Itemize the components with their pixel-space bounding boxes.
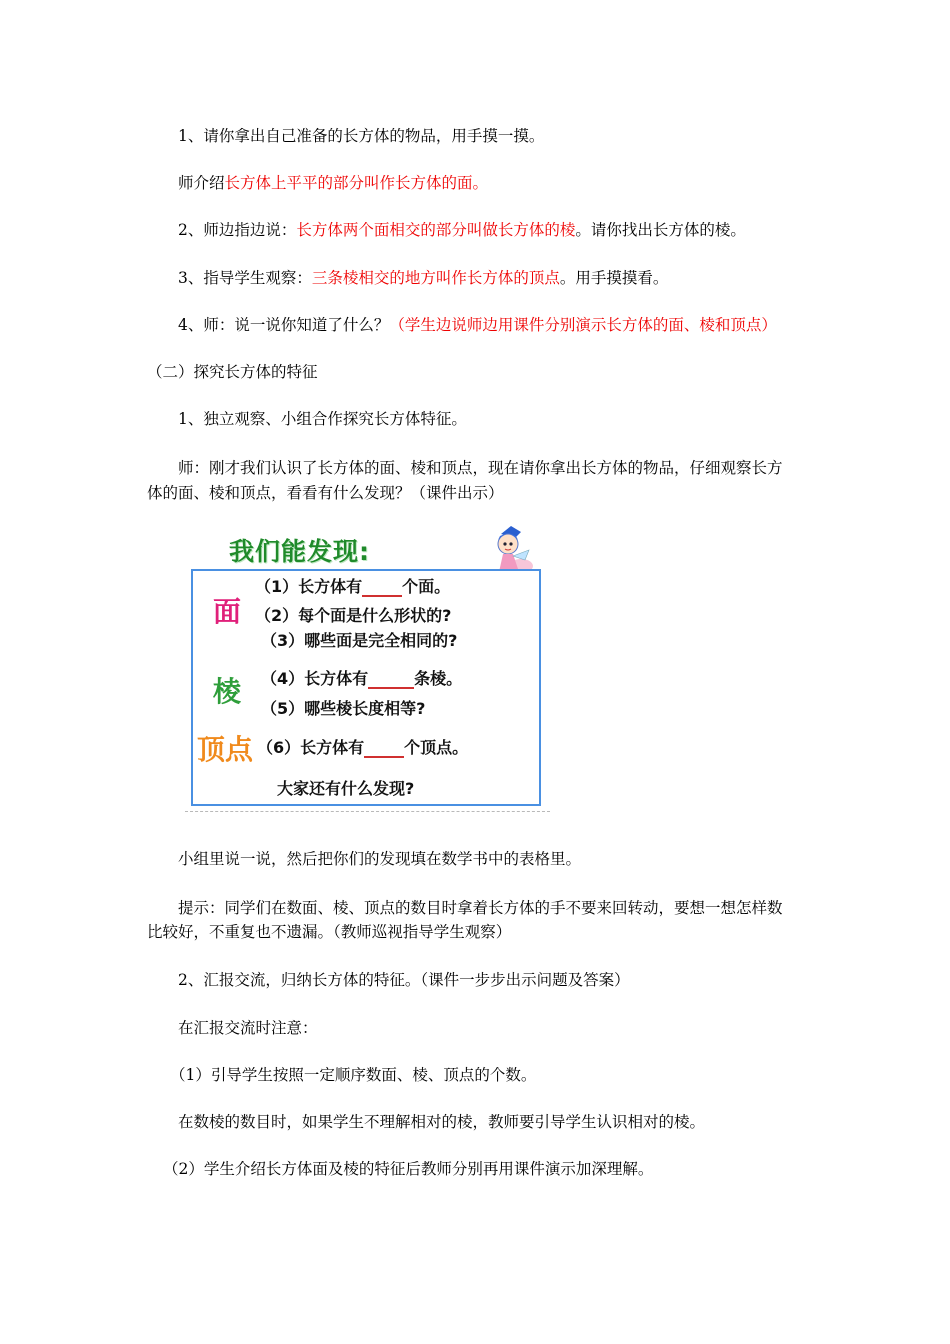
report-step-2: 2、汇报交流，归纳长方体的特征。（课件一步步出示问题及答案） (178, 971, 630, 989)
question-5: （5）哪些棱长度相等? (261, 699, 426, 718)
question-6 (257, 735, 468, 758)
label-vertex: 顶点 (197, 733, 254, 766)
face-definition: 长方体上平平的部分叫作长方体的面。 (224, 174, 489, 192)
hint-line-1: 提示：同学们在数面、棱、顶点的数目时拿着长方体的手不要来回转动，要想一想怎样数 (178, 899, 783, 917)
teacher-prompt-line-1: 师：刚才我们认识了长方体的面、棱和顶点，现在请你拿出长方体的物品，仔细观察长方 (178, 459, 783, 477)
note-2: （2）学生介绍长方体面及棱的特征后教师分别再用课件演示加深理解。 (163, 1160, 654, 1178)
step-2-suffix: 。请你找出长方体的棱。 (575, 221, 746, 239)
q4-suffix: 条棱。 (414, 669, 463, 688)
step-4-text (178, 314, 777, 336)
question-3: （3）哪些面是完全相同的? (261, 631, 458, 650)
q1-prefix: （1）长方体有 (255, 577, 363, 596)
answer-blank-1 (362, 577, 402, 597)
q6-suffix: 个顶点。 (404, 738, 469, 757)
label-edge: 棱 (213, 675, 242, 708)
question-1 (255, 574, 450, 597)
step-3-text (178, 267, 668, 289)
question-4 (261, 666, 462, 689)
slide-title: 我们能发现: (229, 537, 370, 566)
section-heading: （二）探究长方体的特征 (147, 363, 318, 381)
question-2: （2）每个面是什么形状的? (255, 606, 452, 625)
group-discussion-text: 小组里说一说，然后把你们的发现填在数学书中的表格里。 (178, 850, 582, 868)
step-3-suffix: 。用手摸摸看。 (559, 269, 669, 287)
step-4-note: （学生边说师边用课件分别演示长方体的面、棱和顶点） (389, 316, 777, 334)
courseware-slide (185, 522, 550, 814)
edge-definition: 长方体两个面相交的部分叫做长方体的棱 (296, 221, 576, 239)
slide-closing-question: 大家还有什么发现? (277, 779, 415, 798)
report-notes-heading: 在汇报交流时注意： (178, 1019, 318, 1037)
note-1: （1）引导学生按照一定顺序数面、棱、顶点的个数。 (170, 1066, 537, 1084)
step-2-prefix: 2、师边指边说： (178, 221, 297, 239)
step-3-prefix: 3、指导学生观察： (178, 269, 312, 287)
slide-bottom-divider (185, 811, 550, 812)
answer-blank-4 (368, 669, 414, 689)
step-4-prefix: 4、师：说一说你知道了什么？ (178, 316, 390, 334)
q4-prefix: （4）长方体有 (261, 669, 369, 688)
note-1-detail: 在数棱的数目时，如果学生不理解相对的棱，教师要引导学生认识相对的棱。 (178, 1113, 706, 1131)
teacher-intro-face (178, 172, 488, 194)
step-1-text: 1、请你拿出自己准备的长方体的物品，用手摸一摸。 (178, 127, 545, 145)
teacher-prompt-line-2: 体的面、棱和顶点，看看有什么发现？（课件出示） (147, 484, 504, 502)
intro-prefix: 师介绍 (178, 174, 225, 192)
answer-blank-6 (364, 738, 404, 758)
hint-line-2: 比较好，不重复也不遗漏。（教师巡视指导学生观察） (147, 923, 512, 941)
q6-prefix: （6）长方体有 (257, 738, 365, 757)
label-face: 面 (213, 595, 242, 628)
step-2-text (178, 219, 746, 241)
q1-suffix: 个面。 (402, 577, 451, 596)
explore-step-1: 1、独立观察、小组合作探究长方体特征。 (178, 410, 467, 428)
vertex-definition: 三条棱相交的地方叫作长方体的顶点 (311, 269, 560, 287)
